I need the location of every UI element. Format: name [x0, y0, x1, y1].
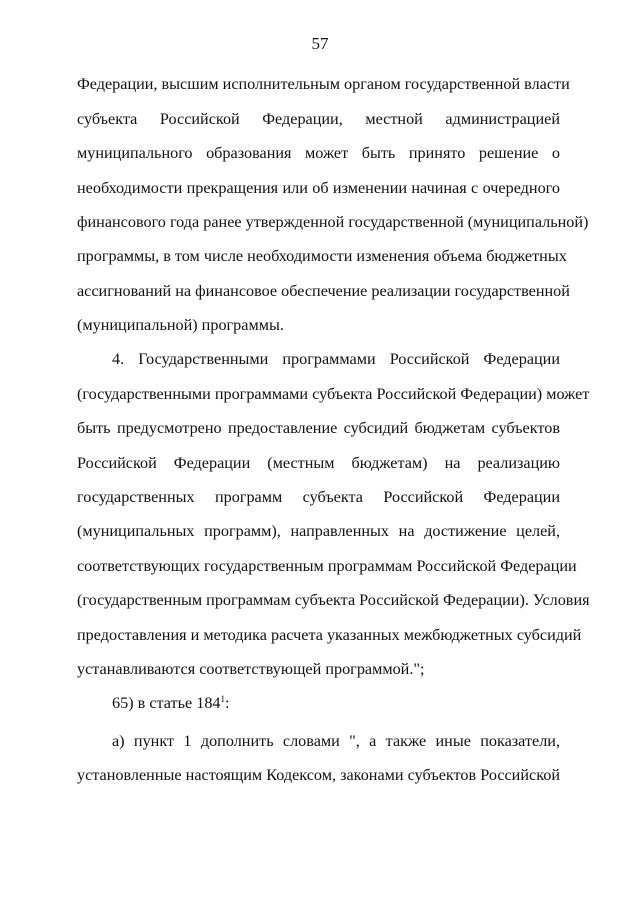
- text-line: устанавливаются соответствующей программой.";: [77, 660, 425, 678]
- text-line: установленные настоящим Кодексом, законами субъектов Российской: [77, 766, 560, 784]
- text-line: а) пункт 1 дополнить словами ", а также иные показатели,: [112, 732, 560, 750]
- text-line: соответствующих государственным программам Российской Федерации: [77, 557, 577, 575]
- article-heading: [112, 693, 560, 713]
- text-line: государственных программ субъекта Российской Федерации: [77, 488, 560, 506]
- article-suffix: :: [225, 694, 230, 712]
- text-line: субъекта Российской Федерации, местной администрацией: [77, 110, 560, 128]
- text-line: ассигнований на финансовое обеспечение реализации государственной: [77, 282, 570, 300]
- text-line: 4. Государственными программами Российской Федерации: [112, 350, 560, 368]
- text-line: быть предусмотрено предоставление субсидий бюджетам субъектов: [77, 419, 560, 437]
- article-superscript: 1: [220, 694, 226, 704]
- text-line: муниципального образования может быть принято решение о: [77, 144, 560, 162]
- text-line: Российской Федерации (местным бюджетам) на реализацию: [77, 454, 560, 472]
- text-line: (муниципальных программ), направленных на достижение целей,: [77, 522, 560, 540]
- text-line: предоставления и методика расчета указанных межбюджетных субсидий: [77, 626, 582, 644]
- text-line: программы, в том числе необходимости изменения объема бюджетных: [77, 247, 567, 265]
- text-line: (муниципальной) программы.: [77, 316, 284, 334]
- text-line: Федерации, высшим исполнительным органом государственной власти: [77, 75, 570, 93]
- text-line: необходимости прекращения или об изменении начиная с очередного: [77, 179, 560, 197]
- text-line: финансового года ранее утвержденной государственной (муниципальной): [77, 213, 589, 231]
- article-text: 65) в статье 184: [112, 694, 221, 712]
- text-line: (государственным программам субъекта Российской Федерации). Условия: [77, 591, 590, 609]
- text-line: (государственными программами субъекта Российской Федерации) может: [77, 385, 590, 403]
- page-number: 57: [311, 34, 329, 53]
